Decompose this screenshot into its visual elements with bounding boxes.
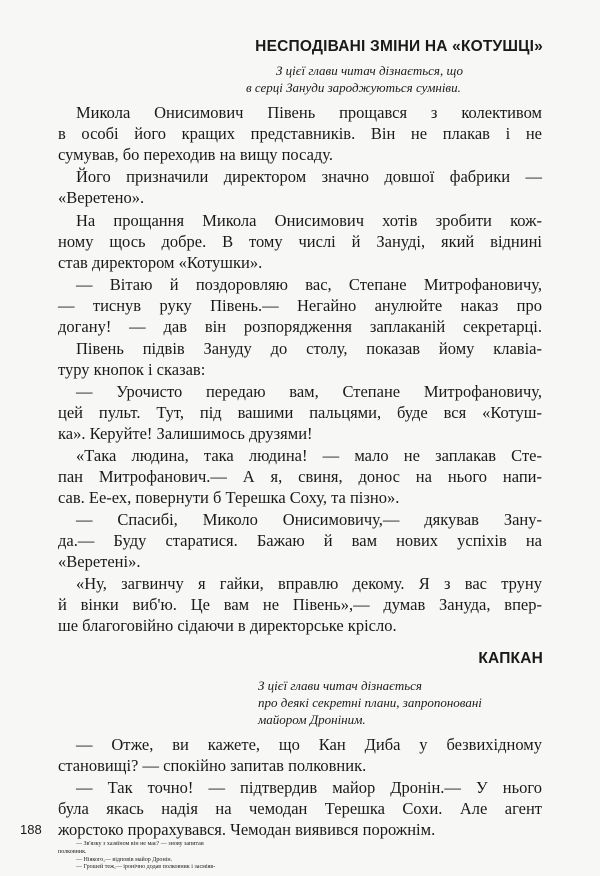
text-line: ка». Керуйте! Залишимось друзями!	[58, 424, 313, 444]
paragraph	[58, 338, 542, 380]
text-line: — Вітаю й поздоровляю вас, Степане Митрофановичу,	[76, 275, 542, 294]
text-line: полковник.	[58, 848, 87, 855]
paragraph	[58, 102, 542, 166]
epigraph-line: З цієї глави читач дізнається, що	[276, 63, 463, 78]
text-line: — Ніякого,— відповів майор Дронін.	[76, 856, 173, 863]
text-line: «Така людина, така людина! — мало не заплакав Сте-	[76, 446, 542, 465]
text-line: — Так точно! — підтвердив майор Дронін.— У нього	[76, 778, 542, 797]
epigraph-line: майором Дроніним.	[258, 712, 366, 727]
text-line: була якась надія на чемодан Терешка Сохи. Але агент	[58, 799, 542, 819]
text-line: На прощання Микола Онисимович хотів зробити кож-	[76, 211, 542, 230]
text-line: в особі його кращих представників. Він не плакав і не	[58, 124, 542, 144]
chapter-title: НЕСПОДІВАНІ ЗМІНИ НА «КОТУШЦІ»	[255, 38, 543, 55]
epigraph-line: З цієї глави читач дізнається	[258, 678, 422, 693]
paragraph	[58, 166, 542, 208]
text-line: Півень підвів Зануду до столу, показав йому клавіа-	[76, 339, 542, 358]
chapter-epigraph	[246, 62, 463, 96]
text-line: ше благоговійно сідаючи в директорське крісло.	[58, 616, 397, 636]
text-line: «Веретено».	[58, 188, 145, 208]
paragraph	[58, 734, 542, 776]
text-line: — Спасибі, Миколо Онисимовичу,— дякував Зану-	[76, 510, 542, 529]
epigraph-line: про деякі секретні плани, запропоновані	[258, 695, 482, 710]
paragraph	[58, 445, 542, 509]
text-line: «Веретені».	[58, 552, 141, 572]
paragraph	[58, 274, 542, 338]
paragraph	[58, 841, 542, 857]
text-line: становищі? — спокійно запитав полковник.	[58, 756, 367, 776]
text-line: — Урочисто передаю вам, Степане Митрофановичу,	[76, 382, 542, 401]
paragraph	[58, 509, 542, 573]
text-line: сав. Ее-ех, повернути б Терешка Соху, та пізно».	[58, 488, 400, 508]
epigraph-line: в серці Зануди зароджуються сумніви.	[246, 80, 461, 95]
text-line: цей пульт. Тут, під вашими пальцями, буде вся «Котуш-	[58, 403, 542, 423]
text-line: «Ну, загвинчу я гайки, вправлю декому. Я з вас труну	[76, 574, 542, 593]
text-line: — Отже, ви кажете, що Кан Диба у безвихідному	[76, 735, 542, 754]
text-line: — Грошей теж,— іронічно додав полковник і засміяв-	[76, 864, 216, 871]
chapter-epigraph	[258, 677, 482, 728]
text-line: — тиснув руку Півень.— Негайно анулюйте наказ про	[58, 296, 542, 316]
text-line: жорстоко прорахувався. Чемодан виявився порожнім.	[58, 820, 436, 840]
text-line: туру кнопок і сказав:	[58, 360, 206, 380]
paragraph	[58, 777, 542, 841]
text-line: догану! — дав він розпорядження заплаканій секретарці.	[58, 317, 542, 337]
text-line: пан Митрофанович.— А я, свиня, донос на нього напи-	[58, 467, 542, 487]
text-line: й вінки виб'ю. Це вам не Півень»,— думав Зануда, впер-	[58, 595, 542, 615]
page-number: 188	[20, 822, 42, 837]
text-line: сумував, бо переходив на вищу посаду.	[58, 145, 334, 165]
paragraph	[58, 573, 542, 637]
text-line: да.— Буду старатися. Бажаю й вам нових успіхів на	[58, 531, 542, 551]
paragraph	[58, 210, 542, 274]
text-line: Його призначили директором значно довшої фабрики —	[76, 167, 542, 186]
text-line: став директором «Котушки».	[58, 253, 263, 273]
paragraph	[58, 381, 542, 445]
text-line: — Зв'язку з хазяїном він не має? — знову запитав	[76, 841, 204, 847]
chapter-title: КАПКАН	[478, 650, 543, 667]
paragraph	[58, 864, 542, 872]
text-line: ному щось добре. В тому числі й Зануді, який віднині	[58, 232, 542, 252]
text-line: Микола Онисимович Півень прощався з колективом	[76, 103, 542, 122]
